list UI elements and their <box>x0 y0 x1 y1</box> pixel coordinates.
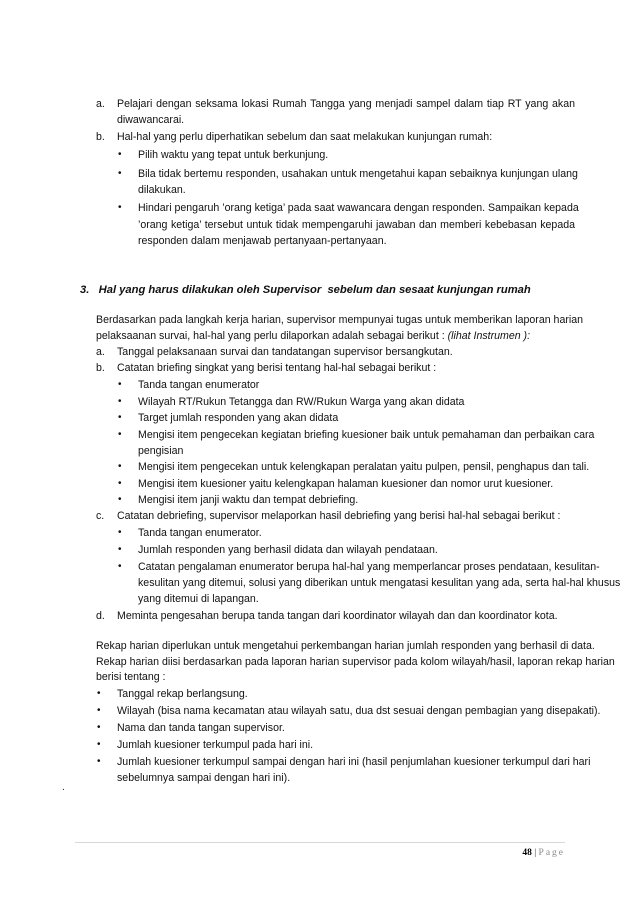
page-footer <box>522 848 565 858</box>
footer-separator: | <box>534 848 537 858</box>
page-number: 48 <box>522 848 532 858</box>
bullet-item: • Wilayah (bisa nama kecamatan atau wilayah satu, dua dst sesuai dengan pembagian yang disepakati). <box>117 704 601 718</box>
paragraph-line: sebelumnya sampai dengan hari ini). <box>117 772 291 784</box>
bullet-item: • Bila tidak bertemu responden, usahakan untuk mengetahui kapan sebaiknya kunjungan ulang <box>138 167 575 181</box>
paragraph-line: Catatan debriefing, supervisor melaporkan hasil debriefing yang berisi hal-hal sebagai berikut : <box>117 510 561 522</box>
list-marker: c. <box>96 510 105 522</box>
bullet-item: • Jumlah responden yang berhasil didata dan wilayah pendataan. <box>138 543 438 557</box>
paragraph-line: Berdasarkan pada langkah kerja harian, supervisor mempunyai tugas untuk memberikan laporan harian <box>96 314 584 326</box>
paragraph-line: ’orang ketiga’ tersebut untuk tidak mempengaruhi jawaban dan memberi kebebasan kepada <box>138 219 575 231</box>
list-marker: b. <box>96 362 105 374</box>
footer-divider <box>75 842 565 843</box>
paragraph-line: Catatan briefing singkat yang berisi tentang hal-hal sebagai berikut : <box>117 362 437 374</box>
paragraph-line: pengisian <box>138 445 184 457</box>
paragraph-line: yang ditemui di lapangan. <box>138 593 259 605</box>
instrument-reference: (lihat Instrumen ): <box>447 330 531 342</box>
bullet-item: • Pilih waktu yang tepat untuk berkunjung. <box>138 148 328 162</box>
bullet-item: • Tanggal rekap berlangsung. <box>117 687 248 701</box>
bullet-item: • Tanda tangan enumerator. <box>138 526 262 540</box>
bullet-item: • Mengisi item pengecekan kegiatan briefing kuesioner baik untuk pemahaman dan perbaikan cara <box>138 428 575 442</box>
paragraph-line: berisi tentang : <box>96 671 166 683</box>
bullet-item: • Wilayah RT/Rukun Tetangga dan RW/Rukun Warga yang akan didata <box>138 395 464 409</box>
bullet-item: • Jumlah kuesioner terkumpul pada hari ini. <box>117 738 313 752</box>
paragraph-line: Rekap harian diisi berdasarkan pada laporan harian supervisor pada kolom wilayah/hasil, laporan rekap harian <box>96 656 615 668</box>
paragraph-line: Rekap harian diperlukan untuk mengetahui perkembangan harian jumlah responden yang berhasil di data. <box>96 640 595 652</box>
bullet-item: • Target jumlah responden yang akan didata <box>138 411 338 425</box>
paragraph-line: Pelajari dengan seksama lokasi Rumah Tangga yang menjadi sampel dalam tiap RT yang akan <box>117 98 575 110</box>
list-marker: b. <box>96 131 105 143</box>
paragraph-line: kesulitan yang ditemui, solusi yang diberikan untuk mengatasi kesulitan yang ada, serta hal-hal khusus <box>138 577 621 589</box>
page-label: Page <box>538 848 565 858</box>
paragraph-line: dilakukan. <box>138 184 186 196</box>
paragraph-line: Meminta pengesahan berupa tanda tangan dari koordinator wilayah dan dan koordinator kota. <box>117 610 558 622</box>
paragraph-text: pelaksaanan survai, hal-hal yang perlu dilaporkan adalah sebagai berikut : <box>96 330 448 342</box>
section-heading: 3. Hal yang harus dilakukan oleh Supervisor sebelum dan sesaat kunjungan rumah <box>80 284 531 296</box>
list-marker: a. <box>96 346 105 358</box>
bullet-item: • Mengisi item pengecekan untuk kelengkapan peralatan yaitu pulpen, pensil, penghapus dan tali. <box>138 460 589 474</box>
bullet-item: • Tanda tangan enumerator <box>138 378 259 392</box>
paragraph-line: responden dalam menjawab pertanyaan-pertanyaan. <box>138 235 387 247</box>
bullet-item: • Mengisi item kuesioner yaitu kelengkapan halaman kuesioner dan nomor urut kuesioner. <box>138 477 553 491</box>
list-marker: d. <box>96 610 105 622</box>
stray-mark: . <box>62 782 65 793</box>
paragraph-line: Hal-hal yang perlu diperhatikan sebelum dan saat melakukan kunjungan rumah: <box>117 131 493 143</box>
bullet-item: • Jumlah kuesioner terkumpul sampai dengan hari ini (hasil penjumlahan kuesioner terkumpul dari hari <box>117 755 575 769</box>
list-marker: a. <box>96 98 105 110</box>
paragraph-line: Tanggal pelaksanaan survai dan tandatangan supervisor bersangkutan. <box>117 346 453 358</box>
bullet-item: • Hindari pengaruh ’orang ketiga’ pada saat wawancara dengan responden. Sampaikan kepada <box>138 201 575 215</box>
paragraph-line: diwawancarai. <box>117 114 185 126</box>
paragraph-line <box>96 329 530 343</box>
bullet-item: • Nama dan tanda tangan supervisor. <box>117 721 285 735</box>
bullet-item: • Catatan pengalaman enumerator berupa hal-hal yang memperlancar proses pendataan, kesulitan- <box>138 560 575 574</box>
bullet-item: • Mengisi item janji waktu dan tempat debriefing. <box>138 493 358 507</box>
